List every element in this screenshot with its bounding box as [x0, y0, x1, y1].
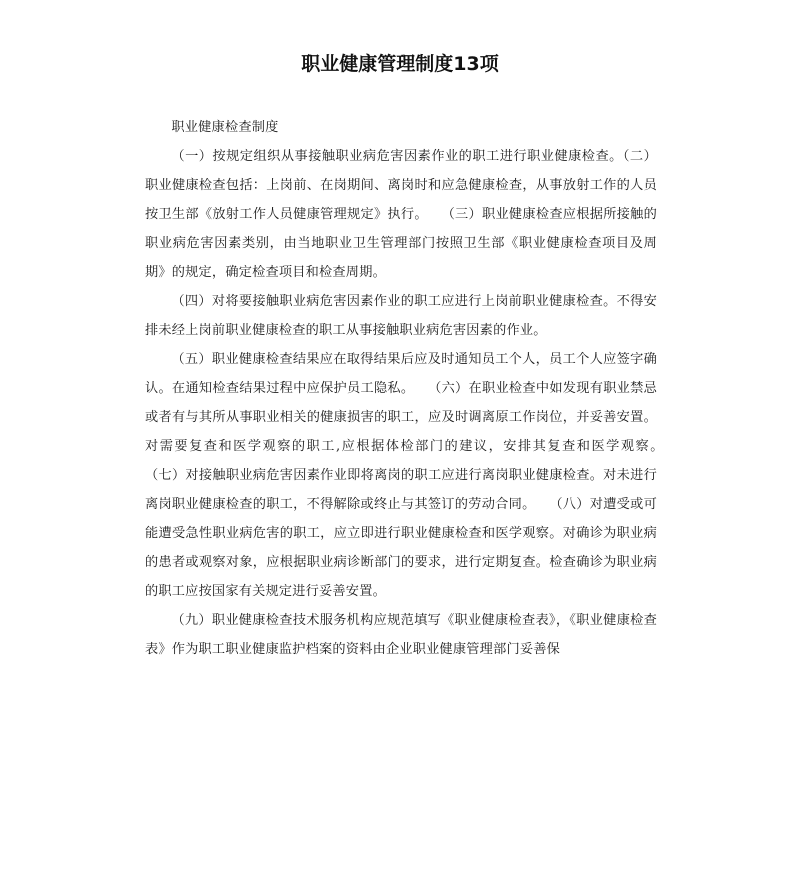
document-title: 职业健康管理制度13项 [301, 53, 499, 75]
document-body [145, 113, 684, 664]
paragraph-3: （五）职业健康检查结果应在取得结果后应及时通知员工个人，员工个人应签字确认。在通知检查结果过程中应保护员工隐私。 （六）在职业检查中如发现有职业禁忌或者有与其所从事职业相关的健康损害的职工，应及时调离原工作岗位，并妥善安置。对需要复查和医学观察的职工,应根据体检部门的建议，安排其复查和医学观察。 （七）对接触职业病危害因素作业即将离岗的职工应进行离岗职业健康检查。对未进行离岗职业健康检查的职工，不得解除或终止与其签订的劳动合同。 （八）对遭受或可能遭受急性职业病危害的职工，应立即进行职业健康检查和医学观察。对确诊为职业病的患者或观察对象，应根据职业病诊断部门的要求，进行定期复查。检查确诊为职业病的职工应按国家有关规定进行妥善安置。 [145, 352, 684, 599]
paragraph-1: （一）按规定组织从事接触职业病危害因素作业的职工进行职业健康检查。（二）职业健康检查包括：上岗前、在岗期间、离岗时和应急健康检查，从事放射工作的人员按卫生部《放射工作人员健康管理规定》执行。 （三）职业健康检查应根据所接触的职业病危害因素类别，由当地职业卫生管理部门按照卫生部《职业健康检查项目及周期》的规定，确定检查项目和检查周期。 [145, 149, 657, 280]
section-heading: 职业健康检查制度 [171, 120, 279, 135]
paragraph-4: （九）职业健康检查技术服务机构应规范填写《职业健康检查表》，《职业健康检查表》作为职工职业健康监护档案的资料由企业职业健康管理部门妥善保 [145, 613, 657, 657]
paragraph-2: （四）对将要接触职业病危害因素作业的职工应进行上岗前职业健康检查。不得安排未经上岗前职业健康检查的职工从事接触职业病危害因素的作业。 [145, 294, 657, 338]
